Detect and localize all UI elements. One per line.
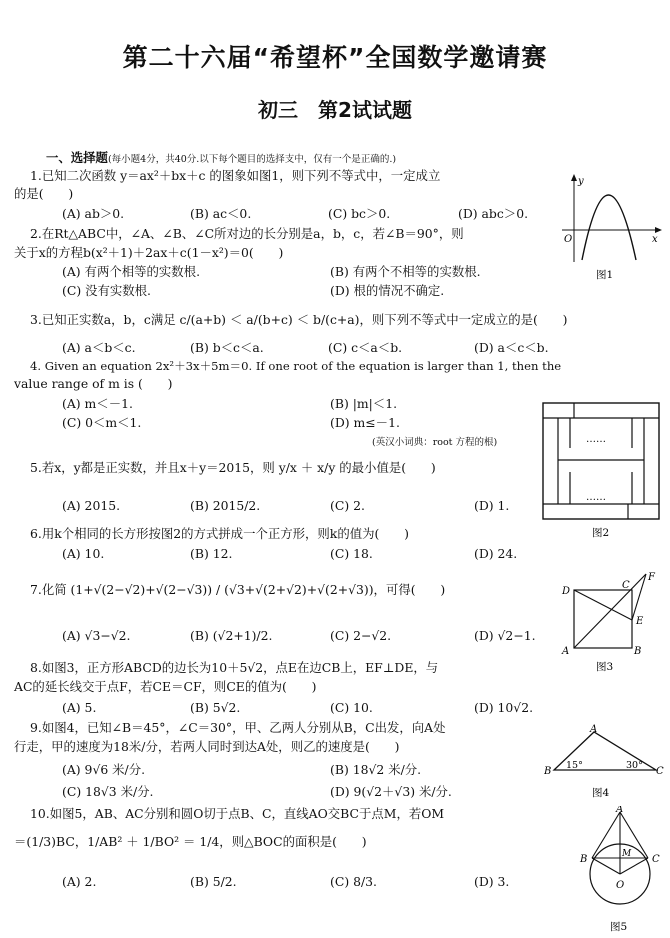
fig5-label-b: B — [580, 854, 588, 865]
fig3-segment-de — [574, 590, 632, 620]
question-8-option-a: (A) 5. — [62, 700, 97, 715]
fig1-x-arrow — [655, 227, 662, 233]
question-6-option-a: (A) 10. — [62, 546, 105, 561]
fig2-dots-top: …… — [586, 434, 606, 445]
question-10-option-a: (A) 2. — [62, 874, 97, 889]
question-2-line-1: 2.在Rt△ABC中，∠A、∠B、∠C所对边的长分别是a，b，c，若∠B＝90°，则 — [30, 226, 464, 241]
question-10-option-d: (D) 3. — [474, 874, 510, 889]
question-5-option-a: (A) 2015. — [62, 498, 121, 513]
fig5-label-m: M — [622, 849, 632, 859]
fig1-label-y: y — [578, 176, 584, 187]
question-4-option-d: (D) m≤－1. — [330, 415, 400, 430]
figure-5-circle — [576, 806, 664, 934]
fig5-label-a: A — [616, 806, 624, 815]
fig3-caption: 图3 — [596, 661, 614, 673]
question-7-option-a: (A) √3−√2. — [62, 628, 131, 643]
question-2-option-c: (C) 没有实数根. — [62, 283, 151, 298]
fig1-y-arrow — [571, 174, 577, 181]
question-4-option-b: (B) |m|＜1. — [330, 396, 398, 411]
question-3-option-d: (D) a＜c＜b. — [474, 340, 549, 355]
question-8-option-c: (C) 10. — [330, 700, 373, 715]
fig5-label-c: C — [652, 854, 660, 865]
page-subtitle: 初三 第2试试题 — [258, 98, 412, 122]
figure-4-triangle — [544, 724, 664, 802]
question-8-line-1: 8.如图3，正方形ABCD的边长为10＋5√2，点E在边CB上，EF⊥DE，与 — [30, 660, 439, 675]
question-2-option-d: (D) 根的情况不确定. — [330, 283, 445, 298]
question-7-option-c: (C) 2−√2. — [330, 628, 392, 643]
question-8-option-d: (D) 10√2. — [474, 700, 534, 715]
fig3-label-b: B — [634, 646, 642, 657]
question-3-option-c: (C) c＜a＜b. — [328, 340, 403, 355]
question-9-option-a: (A) 9√6 米/分. — [62, 762, 146, 777]
question-10-line-2: ＝(1/3)BC，1/AB² ＋ 1/BO² ＝ 1/4，则△BOC的面积是( ) — [14, 834, 367, 849]
fig1-label-x: x — [652, 234, 658, 245]
fig4-label-c: C — [656, 766, 664, 777]
question-2-option-b: (B) 有两个不相等的实数根. — [330, 264, 481, 279]
fig3-label-a: A — [562, 646, 570, 657]
question-7-option-b: (B) (√2+1)/2. — [190, 628, 273, 643]
question-8-line-2: AC的延长线交于点F，若CE＝CF，则CE的值为( ) — [14, 679, 317, 694]
fig3-label-e: E — [636, 616, 644, 627]
question-3-option-a: (A) a＜b＜c. — [62, 340, 136, 355]
question-1-line-1: 1.已知二次函数 y＝ax²＋bx＋c 的图象如图1，则下列不等式中，一定成立 — [30, 168, 441, 183]
question-4-note: (英汉小词典：root 方程的根) — [372, 437, 498, 448]
question-10-option-b: (B) 5/2. — [190, 874, 237, 889]
fig1-curve — [582, 195, 636, 260]
question-1-option-a: (A) ab＞0. — [62, 206, 125, 221]
question-1-option-d: (D) abc＞0. — [458, 206, 529, 221]
question-6-line-1: 6.用k个相同的长方形按图2的方式拼成一个正方形，则k的值为( ) — [30, 526, 409, 541]
fig3-label-c: C — [622, 580, 630, 591]
fig4-label-b: B — [544, 766, 552, 777]
question-4-option-c: (C) 0＜m＜1. — [62, 415, 142, 430]
question-6-option-d: (D) 24. — [474, 546, 518, 561]
question-1-option-b: (B) ac＜0. — [190, 206, 252, 221]
fig4-angle-b: 15° — [566, 760, 583, 771]
question-2-option-a: (A) 有两个相等的实数根. — [62, 264, 201, 279]
figure-1-parabola — [556, 170, 664, 284]
fig4-label-a: A — [590, 724, 598, 735]
section-header — [46, 150, 396, 168]
fig2-caption: 图2 — [592, 527, 610, 539]
fig5-tangent-ab — [592, 812, 620, 858]
question-4-line-1: 4. Given an equation 2x²＋3x＋5m＝0. If one root of the equation is larger than 1, then the — [30, 359, 562, 373]
fig1-label-o: O — [564, 234, 573, 245]
fig3-label-d: D — [562, 586, 571, 597]
question-9-option-d: (D) 9(√2＋√3) 米/分. — [330, 784, 452, 799]
question-9-line-2: 行走，甲的速度为18米/分，若两人同时到达A处，则乙的速度是( ) — [14, 739, 400, 754]
section-note: (每小题4分，共40分.以下每个题目的选择支中，仅有一个是正确的.) — [107, 154, 397, 165]
figure-2-rectangles — [540, 400, 664, 540]
fig5-radius-oc — [620, 858, 648, 874]
page-title: 第二十六届“希望杯”全国数学邀请赛 — [122, 43, 548, 72]
question-4-line-2: value range of m is ( ) — [14, 376, 173, 391]
question-9-line-1: 9.如图4，已知∠B＝45°，∠C＝30°，甲、乙两人分别从B，C出发，向A处 — [30, 720, 446, 735]
question-3-line-1: 3.已知正实数a，b，c满足 c/(a+b) ＜ a/(b+c) ＜ b/(c+a)，则下列不等式中一定成立的是( ) — [30, 312, 568, 327]
question-5-option-d: (D) 1. — [474, 498, 510, 513]
figure-3-square — [560, 568, 664, 674]
question-9-option-c: (C) 18√3 米/分. — [62, 784, 154, 799]
question-10-line-1: 10.如图5，AB、AC分别和圆O切于点B、C，直线AO交BC于点M，若OM — [30, 806, 445, 821]
question-1-line-2: 的是( ) — [14, 186, 74, 201]
section-heading: 一、选择题 — [46, 150, 108, 165]
question-2-line-2: 关于x的方程b(x²＋1)＋2ax＋c(1－x²)＝0( ) — [14, 245, 284, 260]
fig5-label-o: O — [616, 880, 625, 891]
fig4-caption: 图4 — [592, 787, 610, 799]
question-6-option-b: (B) 12. — [190, 546, 233, 561]
question-7-line-1: 7.化简 (1+√(2−√2)+√(2−√3)) / (√3+√(2+√2)+√(2+√3))，可得( ) — [30, 582, 446, 597]
question-10-option-c: (C) 8/3. — [330, 874, 377, 889]
fig5-radius-ob — [592, 858, 620, 874]
question-7-option-d: (D) √2−1. — [474, 628, 536, 643]
question-5-option-c: (C) 2. — [330, 498, 365, 513]
question-5-line-1: 5.若x，y都是正实数，并且x＋y＝2015，则 y/x ＋ x/y 的最小值是( ) — [30, 460, 436, 475]
fig1-caption: 图1 — [596, 269, 614, 281]
question-8-option-b: (B) 5√2. — [190, 700, 241, 715]
fig5-caption: 图5 — [610, 921, 628, 933]
fig4-angle-c: 30° — [626, 760, 643, 771]
question-6-option-c: (C) 18. — [330, 546, 373, 561]
fig3-label-f: F — [648, 572, 655, 583]
fig2-dots-bottom: …… — [586, 492, 606, 503]
question-1-option-c: (C) bc＞0. — [328, 206, 391, 221]
question-9-option-b: (B) 18√2 米/分. — [330, 762, 422, 777]
question-3-option-b: (B) b＜c＜a. — [190, 340, 264, 355]
question-4-option-a: (A) m＜－1. — [62, 396, 133, 411]
question-5-option-b: (B) 2015/2. — [190, 498, 261, 513]
